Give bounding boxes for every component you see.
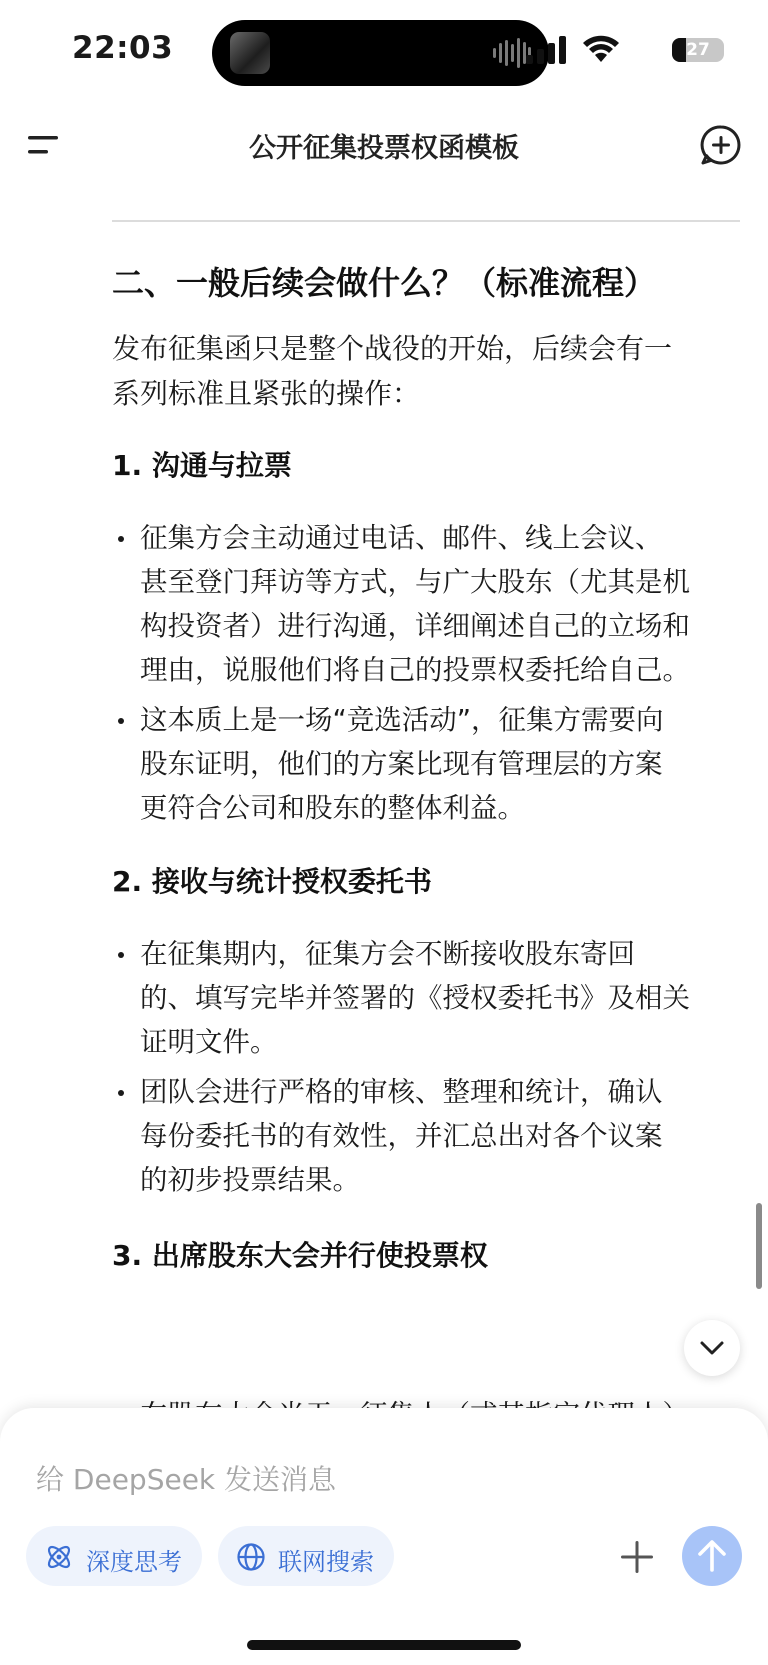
intro-line: 系列标准且紧张的操作：: [112, 377, 421, 410]
message-composer: [0, 1408, 768, 1665]
wifi-icon: [582, 34, 620, 64]
list-item-line: 这本质上是一场“竞选活动”，征集方需要向: [140, 704, 664, 736]
list-item-line: 的初步投票结果。: [140, 1164, 360, 1196]
attach-plus-icon[interactable]: [618, 1538, 656, 1576]
deep-think-label: 深度思考: [86, 1548, 182, 1576]
list-item-line: 构投资者）进行沟通，详细阐述自己的立场和: [140, 610, 690, 642]
home-indicator[interactable]: [247, 1640, 521, 1650]
scroll-indicator[interactable]: [756, 1203, 762, 1289]
horizontal-rule: [112, 220, 740, 222]
list-item-line: 甚至登门拜访等方式，与广大股东（尤其是机: [140, 566, 690, 598]
list-item: [112, 516, 742, 692]
globe-icon: [236, 1542, 266, 1572]
atom-icon: [44, 1542, 74, 1572]
bullet-dot: [118, 536, 124, 542]
section-heading: 二、一般后续会做什么？（标准流程）: [112, 264, 657, 302]
deep-think-toggle[interactable]: [26, 1526, 202, 1586]
bullet-dot: [118, 718, 124, 724]
list-item: [112, 1070, 742, 1202]
conversation-title[interactable]: 公开征集投票权函模板: [249, 133, 519, 164]
top-nav-bar: [0, 100, 768, 195]
list-item-line: 证明文件。: [140, 1026, 278, 1058]
status-icons: [490, 36, 730, 66]
chevron-down-icon: [698, 1335, 726, 1361]
intro-line: 发布征集函只是整个战役的开始，后续会有一: [112, 332, 673, 365]
list-item-line: 在征集期内，征集方会不断接收股东寄回: [140, 938, 635, 970]
new-chat-icon[interactable]: [700, 124, 742, 166]
step-heading: 3. 出席股东大会并行使投票权: [112, 1239, 488, 1272]
intro-paragraph: [112, 326, 732, 416]
list-item-line: 理由，说服他们将自己的投票权委托给自己。: [140, 654, 690, 686]
web-search-toggle[interactable]: [218, 1526, 394, 1586]
list-item-line: 征集方会主动通过电话、邮件、线上会议、: [140, 522, 663, 554]
list-item: [112, 698, 742, 830]
step-heading: 2. 接收与统计授权委托书: [112, 865, 432, 898]
arrow-up-icon: [695, 1538, 729, 1574]
battery-indicator: [672, 38, 724, 62]
bullet-dot: [118, 1090, 124, 1096]
now-playing-artwork-icon: [230, 32, 270, 74]
list-item: [112, 932, 742, 1064]
send-button[interactable]: [682, 1526, 742, 1586]
status-time: 22:03: [72, 30, 174, 66]
cellular-signal-icon: [526, 36, 566, 64]
list-item-line: 的、填写完毕并签署的《授权委托书》及相关: [140, 982, 690, 1014]
list-item-line: 更符合公司和股东的整体利益。: [140, 792, 525, 824]
battery-level-text: 27: [686, 40, 710, 60]
scroll-to-bottom-button[interactable]: [684, 1320, 740, 1376]
status-bar: [0, 0, 768, 100]
step-heading: 1. 沟通与拉票: [112, 449, 292, 482]
message-input[interactable]: 给 DeepSeek 发送消息: [36, 1463, 337, 1496]
web-search-label: 联网搜索: [278, 1548, 374, 1576]
list-item-line: 股东证明，他们的方案比现有管理层的方案: [140, 748, 663, 780]
list-item-line: 每份委托书的有效性，并汇总出对各个议案: [140, 1120, 663, 1152]
list-item-line: 团队会进行严格的审核、整理和统计，确认: [140, 1076, 663, 1108]
bullet-dot: [118, 952, 124, 958]
